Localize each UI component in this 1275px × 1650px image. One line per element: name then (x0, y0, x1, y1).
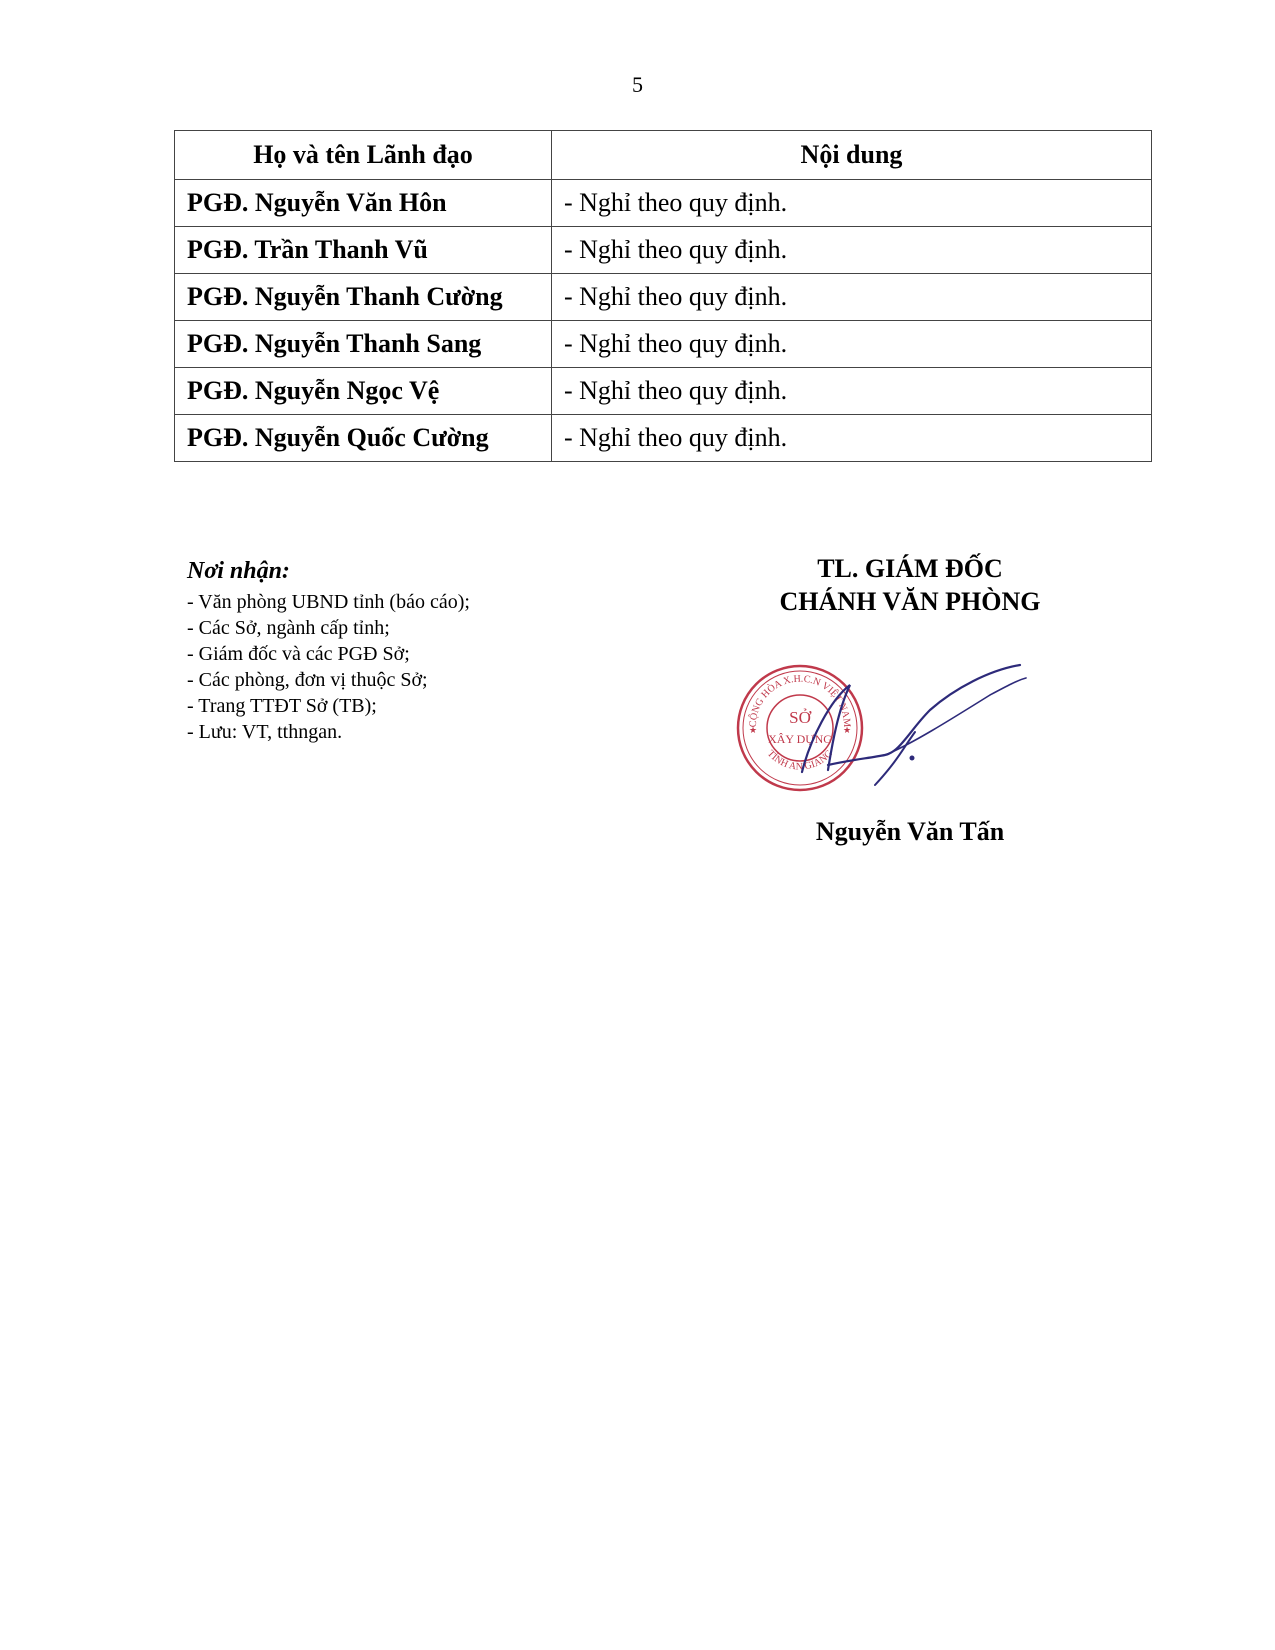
seal-center-line-1: SỞ (789, 708, 811, 727)
leader-content: - Nghỉ theo quy định. (552, 415, 1152, 462)
handwritten-signature-icon (790, 660, 1030, 790)
column-header-content: Nội dung (552, 131, 1152, 180)
table-row (175, 274, 1152, 321)
leader-content: - Nghỉ theo quy định. (552, 321, 1152, 368)
list-item: - Các phòng, đơn vị thuộc Sở; (187, 669, 428, 691)
table-row (175, 368, 1152, 415)
table-row (175, 227, 1152, 274)
leader-name: PGĐ. Nguyễn Văn Hôn (175, 180, 552, 227)
leader-content: - Nghỉ theo quy định. (552, 180, 1152, 227)
leaders-table (174, 130, 1152, 462)
table-header-row (175, 131, 1152, 180)
seal-center-line-2: XÂY DỰNG (768, 732, 832, 746)
list-item: - Trang TTĐT Sở (TB); (187, 695, 377, 717)
table-row (175, 180, 1152, 227)
list-item: - Giám đốc và các PGĐ Sở; (187, 643, 410, 665)
page-number: 5 (632, 72, 643, 97)
recipients-heading: Nơi nhận: (187, 558, 290, 584)
leader-content: - Nghỉ theo quy định. (552, 368, 1152, 415)
signer-name: Nguyễn Văn Tấn (815, 817, 1005, 846)
list-item: - Văn phòng UBND tỉnh (báo cáo); (187, 591, 470, 613)
recipients-list (187, 589, 707, 745)
table-row (175, 415, 1152, 462)
leader-name: PGĐ. Nguyễn Thanh Cường (175, 274, 552, 321)
seal-star-right-icon: ★ (843, 726, 852, 736)
leader-name: PGĐ. Nguyễn Thanh Sang (175, 321, 552, 368)
list-item: - Lưu: VT, tthngan. (187, 721, 343, 743)
seal-star-left-icon: ★ (749, 726, 758, 736)
leader-name: PGĐ. Trần Thanh Vũ (175, 227, 552, 274)
seal-ring-text: CỘNG HÒA X.H.C.N VIỆT NAM (747, 673, 853, 728)
signature-title-line-1: TL. GIÁM ĐỐC (817, 554, 1003, 583)
seal-bottom-text: TỈNH AN GIANG (764, 748, 836, 773)
column-header-name: Họ và tên Lãnh đạo (175, 131, 552, 180)
signature-title-line-2: CHÁNH VĂN PHÒNG (779, 587, 1041, 616)
leader-name: PGĐ. Nguyễn Quốc Cường (175, 415, 552, 462)
leader-name: PGĐ. Nguyễn Ngọc Vệ (175, 368, 552, 415)
list-item: - Các Sở, ngành cấp tỉnh; (187, 617, 390, 639)
recipients-block (187, 558, 707, 745)
leader-content: - Nghỉ theo quy định. (552, 274, 1152, 321)
table-row (175, 321, 1152, 368)
leader-content: - Nghỉ theo quy định. (552, 227, 1152, 274)
